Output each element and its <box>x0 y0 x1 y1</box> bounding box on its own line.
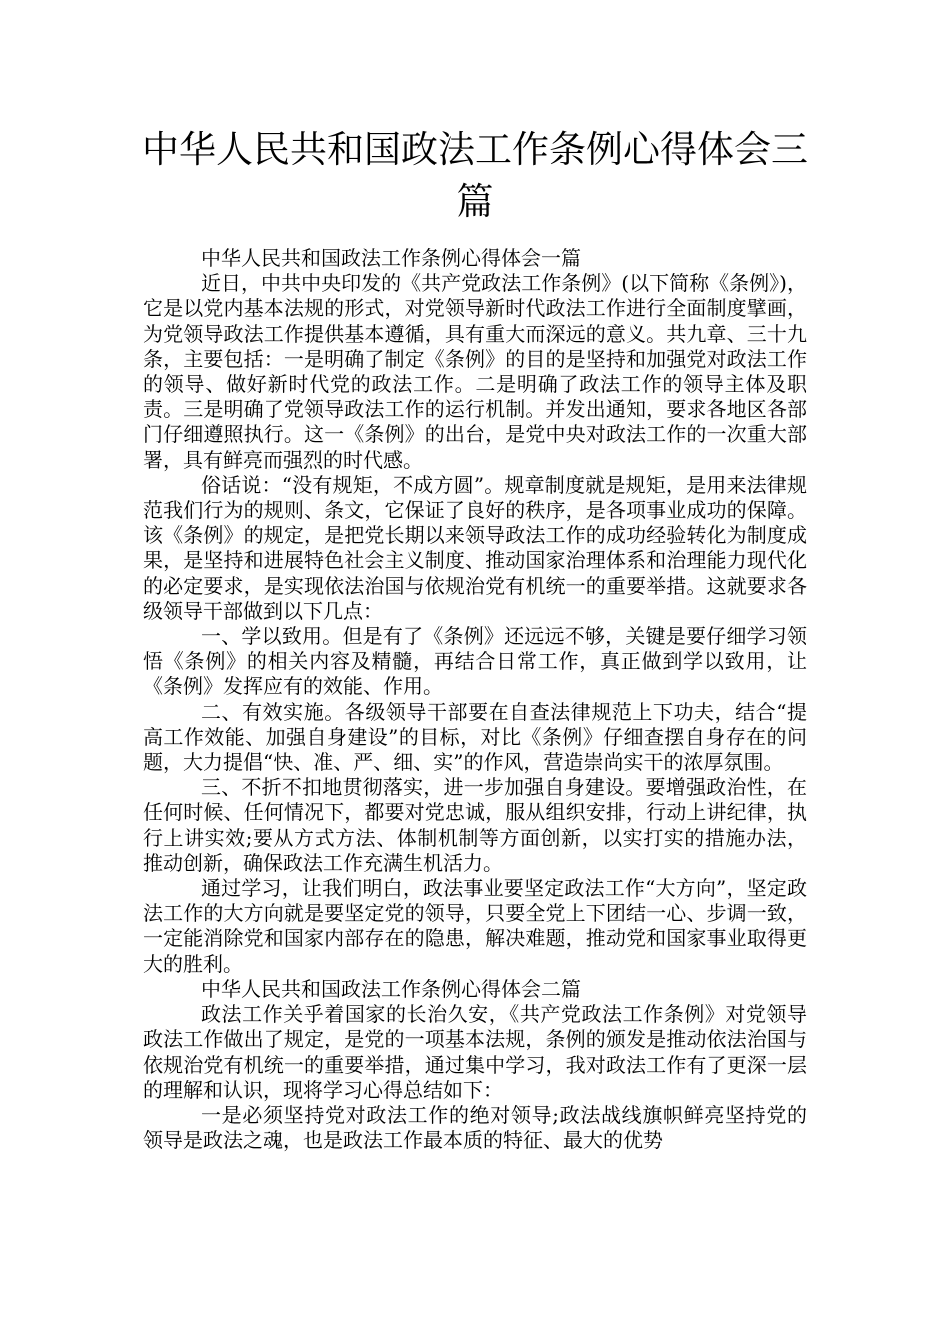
paragraph: 俗话说：“没有规矩，不成方圆”。规章制度就是规矩，是用来法律规范我们行为的规则、条文，它保证了良好的秩序，是各项事业成功的保障。该《条例》的规定，是把党长期以来领导政法工作的成功经验转化为制度成果，是坚持和进展特色社会主义制度、推动国家治理体系和治理能力现代化的必定要求，是实现依法治国与依规治党有机统一的重要举措。这就要求各级领导干部做到以下几点： <box>143 472 807 623</box>
section-heading-1: 中华人民共和国政法工作条例心得体会一篇 <box>201 246 581 270</box>
document-title: 中华人民共和国政法工作条例心得体会三篇 <box>142 128 808 223</box>
paragraph: 通过学习，让我们明白，政法事业要坚定政法工作“大方向”，坚定政法工作的大方向就是要坚定党的领导，只要全党上下团结一心、步调一致，一定能消除党和国家内部存在的隐患，解决难题，推动党和国家事业取得更大的胜利。 <box>143 876 807 976</box>
paragraph: 政法工作关乎着国家的长治久安，《共产党政法工作条例》对党领导政法工作做出了规定，是党的一项基本法规，条例的颁发是推动依法治国与依规治党有机统一的重要举措，通过集中学习，我对政法工作有了更深一层的理解和认识，现将学习心得总结如下： <box>143 1002 807 1102</box>
paragraph: 一是必须坚持党对政法工作的绝对领导;政法战线旗帜鲜亮坚持党的领导是政法之魂，也是政法工作最本质的特征、最大的优势 <box>143 1102 807 1153</box>
paragraph: 一、学以致用。但是有了《条例》还远远不够，关键是要仔细学习领悟《条例》的相关内容及精髓，再结合日常工作，真正做到学以致用，让《条例》发挥应有的效能、作用。 <box>143 624 807 699</box>
document-body <box>143 246 807 1153</box>
paragraph: 二、有效实施。各级领导干部要在自查法律规范上下功夫，结合“提高工作效能、加强自身建设”的目标，对比《条例》仔细查摆自身存在的问题，大力提倡“快、准、严、细、实”的作风，营造崇尚实干的浓厚氛围。 <box>143 699 807 775</box>
section-heading-2: 中华人民共和国政法工作条例心得体会二篇 <box>201 976 581 1001</box>
paragraph: 三、不折不扣地贯彻落实，进一步加强自身建设。要增强政治性，在任何时候、任何情况下，都要对党忠诚，服从组织安排，行动上讲纪律，执行上讲实效;要从方式方法、体制机制等方面创新，以实打实的措施办法，推动创新，确保政法工作充满生机活力。 <box>143 775 807 875</box>
paragraph: 近日，中共中央印发的《共产党政法工作条例》(以下简称《条例》)，它是以党内基本法规的形式，对党领导新时代政法工作进行全面制度擘画，为党领导政法工作提供基本遵循，具有重大而深远的意义。共九章、三十九条，主要包括：一是明确了制定《条例》的目的是坚持和加强党对政法工作的领导、做好新时代党的政法工作。二是明确了政法工作的领导主体及职责。三是明确了党领导政法工作的运行机制。并发出通知，要求各地区各部门仔细遵照执行。这一《条例》的出台，是党中央对政法工作的一次重大部署，具有鲜亮而强烈的时代感。 <box>143 271 807 472</box>
